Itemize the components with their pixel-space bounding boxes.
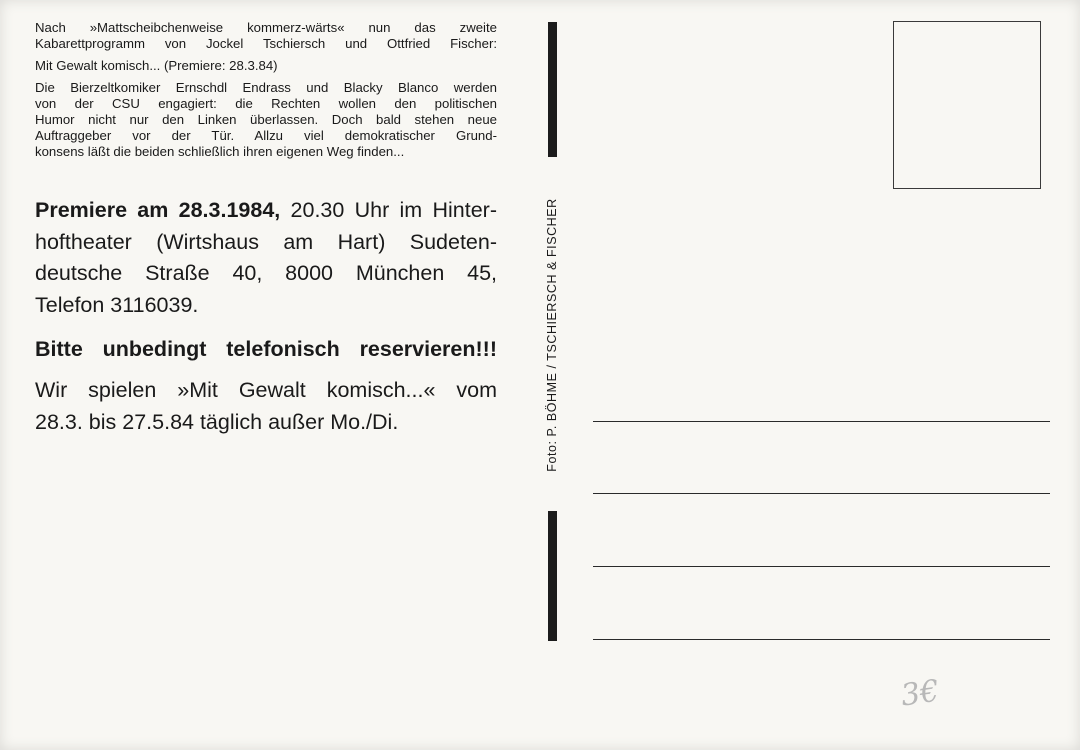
intro-line-2: Kabarettprogramm von Jockel Tschiersch und Ottfried Fischer: xyxy=(35,36,497,51)
address-line xyxy=(593,639,1050,640)
premiere-line-3: deutsche Straße 40, 8000 München 45, xyxy=(35,261,497,286)
synopsis-line-3: Humor nicht nur den Linken überlassen. Doch bald stehen neue xyxy=(35,112,497,127)
premiere-date: Premiere am 28.3.1984, xyxy=(35,198,281,222)
price-note: 3€ xyxy=(898,673,942,714)
address-line xyxy=(593,493,1050,494)
reservation-notice: Bitte unbedingt telefonisch reservieren!!! xyxy=(35,337,497,362)
schedule-line-1: Wir spielen »Mit Gewalt komisch...« vom xyxy=(35,377,497,402)
address-line xyxy=(593,566,1050,567)
synopsis-line-5: konsens läßt die beiden schließlich ihren eigenen Weg finden... xyxy=(35,144,405,159)
stamp-box xyxy=(893,21,1041,189)
premiere-phone: Telefon 3116039. xyxy=(35,292,199,317)
divider-bar-bottom xyxy=(548,511,557,641)
synopsis-line-2: von der CSU engagiert: die Rechten wollen den politischen xyxy=(35,96,497,111)
address-line xyxy=(593,421,1050,422)
synopsis-line-1: Die Bierzeltkomiker Ernschdl Endrass und Blacky Blanco werden xyxy=(35,80,497,95)
premiere-line-1 xyxy=(35,195,497,227)
message-area xyxy=(35,20,497,438)
divider-bar-top xyxy=(548,22,557,157)
photo-credit: Foto: P. BÖHME / TSCHIERSCH & FISCHER xyxy=(545,198,559,472)
schedule-block xyxy=(35,375,497,438)
synopsis-line-4: Auftraggeber vor der Tür. Allzu viel demokratischer Grund- xyxy=(35,128,497,143)
premiere-time: 20.30 Uhr im Hinter- xyxy=(280,198,497,222)
premiere-block xyxy=(35,195,497,321)
programme-title-line: Mit Gewalt komisch... (Premiere: 28.3.84) xyxy=(35,58,278,73)
schedule-line-2: 28.3. bis 27.5.84 täglich außer Mo./Di. xyxy=(35,409,399,434)
premiere-line-2: hoftheater (Wirtshaus am Hart) Sudeten- xyxy=(35,229,497,254)
intro-line-1: Nach »Mattscheibchenweise kommerz-wärts« nun das zweite xyxy=(35,20,497,35)
